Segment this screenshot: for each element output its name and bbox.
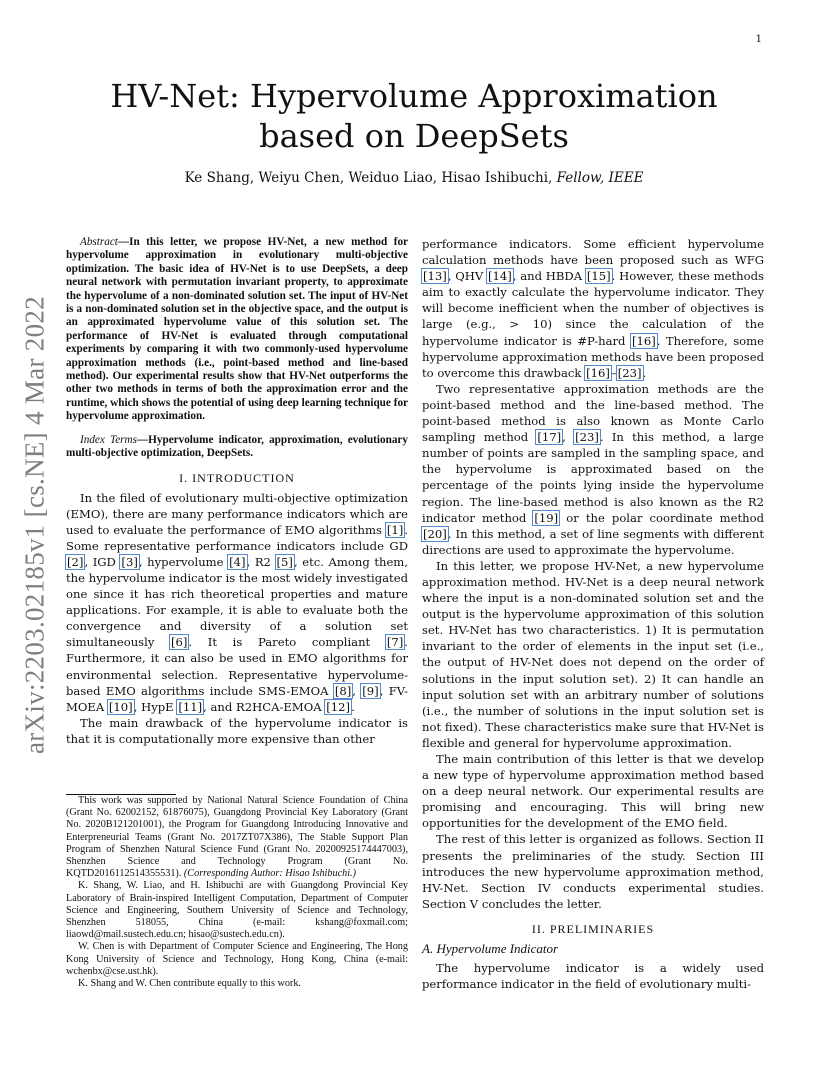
abstract-text: —In this letter, we propose HV-Net, a new method for hypervolume approximation in evolutionary multi-objective optimization. The basic idea of HV-Net is to use DeepSets, a deep neural network with permutation invariant property, to approximate the hypervolume of a non-dominated solution set. The input of HV-Net is a non-dominated solution set in the objective space, and the output is an approximated hypervolume value of this solution set. The performance of HV-Net is evaluated through computational experiments by comparing it with two commonly-used hypervolume approximation methods (i.e., point-based method and line-based method). Our experimental results show that HV-Net outperforms the other two methods in terms of both the approximation error and the runtime, which shows the potential of using deep learning technique for hypervolume approximation. [66, 236, 408, 423]
intro-paragraph-2: The main drawback of the hypervolume indicator is that it is computationally more expensive than other [66, 715, 408, 746]
citation-link[interactable]: [12] [326, 699, 351, 714]
citation-link[interactable]: [10] [108, 699, 133, 714]
footnote-equal-contribution: K. Shang and W. Chen contribute equally to this work. [78, 978, 301, 990]
section-heading-introduction: I. INTRODUCTION [179, 470, 295, 485]
index-terms-text: —Hypervolume indicator, approximation, evolutionary multi-objective optimization, DeepSets. [66, 433, 408, 460]
citation-link[interactable]: [13] [423, 269, 447, 284]
citation-link[interactable]: [16] [586, 365, 610, 380]
citation-link[interactable]: [14] [488, 269, 512, 284]
intro-paragraph-4: In this letter, we propose HV-Net, a new hypervolume approximation method. HV-Net is a deep neural network where the input is a non-dominated solution set and the output is the hypervolume approximation of this solution set. HV-Net has two characteristics. 1) It is permutation invariant to the order of elements in the input set (i.e., the output of HV-Net does not depend on the order of solutions in the input solution set). 2) It can handle an input solution set with an arbitrary number of solutions (i.e., the number of solutions in the input solution set is not fixed). These characteristics make sure that HV-Net is flexible and general for hypervolume approximation. [422, 558, 764, 750]
citation-link[interactable]: [4] [229, 554, 246, 569]
citation-link[interactable]: [20] [423, 526, 447, 541]
author-fellow: Fellow, IEEE [556, 170, 644, 186]
citation-link[interactable]: [23] [575, 430, 599, 445]
preliminaries-paragraph-1: The hypervolume indicator is a widely used performance indicator in the field of evolutionary multi- [422, 960, 764, 992]
author-list [60, 170, 768, 186]
author-names: Ke Shang, Weiyu Chen, Weiduo Liao, Hisao Ishibuchi, [184, 170, 553, 186]
intro-paragraph-2-continued: performance indicators. Some efficient hypervolume calculation methods have been proposed such as WFG [13], QHV [14], and HBDA [15]. However, these methods aim to exactly calculate the hypervolume indicator. They will become inefficient when the number of objectives is large (e.g., > 10) since the calculation of the hypervolume indicator is #P-hard [16]. Therefore, some hypervolume approximation methods have been proposed to overcome this drawback [16]–[23]. [422, 237, 764, 380]
citation-link[interactable]: [11] [178, 699, 203, 714]
left-column [66, 236, 408, 747]
page-number: 1 [755, 34, 762, 45]
subsection-heading-hypervolume: A. Hypervolume Indicator [422, 940, 559, 956]
intro-paragraph-5: The main contribution of this letter is that we develop a new type of hypervolume approximation method based on a deep neural network. Our experimental results are promising and encouraging. This will bring new opportunities for the development of the EMO field. [422, 752, 764, 831]
intro-paragraph-6: The rest of this letter is organized as follows. Section II presents the preliminaries of the study. Section III introduces the new hypervolume approximation method, HV-Net. Section IV conducts experimental studies. Section V concludes the letter. [422, 832, 764, 911]
citation-link[interactable]: [15] [586, 269, 611, 284]
citation-link[interactable]: [8] [334, 683, 352, 698]
arxiv-stamp [20, 290, 50, 760]
index-terms-label: Index Terms [80, 433, 137, 446]
citation-link[interactable]: [6] [171, 635, 188, 650]
footnote-funding: This work was supported by National Natural Science Foundation of China (Grant No. 62002152, 61876075), Guangdong Provincial Key Laboratory (Grant No. 2020B121201001), the Program for Guangdong Introducing Innovative and Enterpreneurial Teams (Grant No. 2017ZT07X386), The Stable Support Plan Program of Shenzhen Natural Science Fund (Grant No. 20200925174447003), Shenzhen Science and Technology Program (Grant No. KQTD2016112514355531). (Corresponding Author: Hisao Ishibuchi.) [66, 795, 408, 880]
citation-link[interactable]: [23] [617, 365, 642, 380]
index-terms [66, 434, 408, 461]
paper-title: HV-Net: Hypervolume Approximation based on DeepSets [110, 77, 718, 155]
intro-paragraph-3: Two representative approximation methods are the point-based method and the line-based method. The point-based method is also known as Monte Carlo sampling method [17], [23]. In this method, a large number of points are sampled in the sampling space, and the hypervolume is approximated based on the percentage of the points lying inside the hypervolume region. The line-based method is also known as the R2 indicator method [19] or the polar coordinate method [20]. In this method, a set of line segments with different directions are used to approximate the hypervolume. [422, 381, 764, 557]
right-column [422, 236, 764, 992]
intro-paragraph-1: In the filed of evolutionary multi-objective optimization (EMO), there are many performance indicators which are used to evaluate the performance of EMO algorithms [1]. Some representative performance indicators include GD [2], IGD [3], hypervolume [4], R2 [5], etc. Among them, the hypervolume indicator is the most widely investigated one since it has rich theoretical properties and mature applications. For example, it is able to evaluate both the convergence and diversity of a solution set simultaneously [6]. It is Pareto compliant [7]. Furthermore, it can also be used in EMO algorithms for environmental selection. Representative hypervolume-based EMO algorithms include SMS-EMOA [8], [9], FV-MOEA [10], HypE [11], and R2HCA-EMOA [12]. [66, 490, 409, 714]
citation-link[interactable]: [16] [631, 333, 656, 348]
citation-link[interactable]: [17] [537, 430, 562, 445]
abstract [66, 236, 408, 424]
citation-link[interactable]: [19] [534, 510, 559, 525]
abstract-label: Abstract [80, 236, 118, 248]
footnote-affiliation-1: K. Shang, W. Liao, and H. Ishibuchi are with Guangdong Provincial Key Laboratory of Brain-inspired Intelligent Computation, Department of Computer Science and Engineering, Southern University of Science and Technology, Shenzhen 518055, China (e-mail: kshang@foxmail.com; liaowd@mail.sustech.edu.cn; hisao@sustech.edu.cn). [66, 880, 408, 941]
footnotes [66, 794, 408, 990]
citation-link[interactable]: [1] [386, 522, 404, 537]
citation-link[interactable]: [2] [67, 554, 84, 569]
footnote-affiliation-2: W. Chen is with Department of Computer Science and Engineering, The Hong Kong University of Science and Technology, Hong Kong, China (e-mail: wchenbx@cse.ust.hk). [66, 941, 408, 977]
citation-link[interactable]: [7] [386, 635, 404, 650]
citation-link[interactable]: [3] [121, 554, 138, 569]
section-heading-preliminaries: II. PRELIMINARIES [531, 921, 655, 936]
arxiv-stamp-text: arXiv:2203.02185v1 [cs.NE] 4 Mar 2022 [19, 295, 50, 755]
citation-link[interactable]: [5] [276, 554, 293, 569]
citation-link[interactable]: [9] [362, 683, 379, 698]
